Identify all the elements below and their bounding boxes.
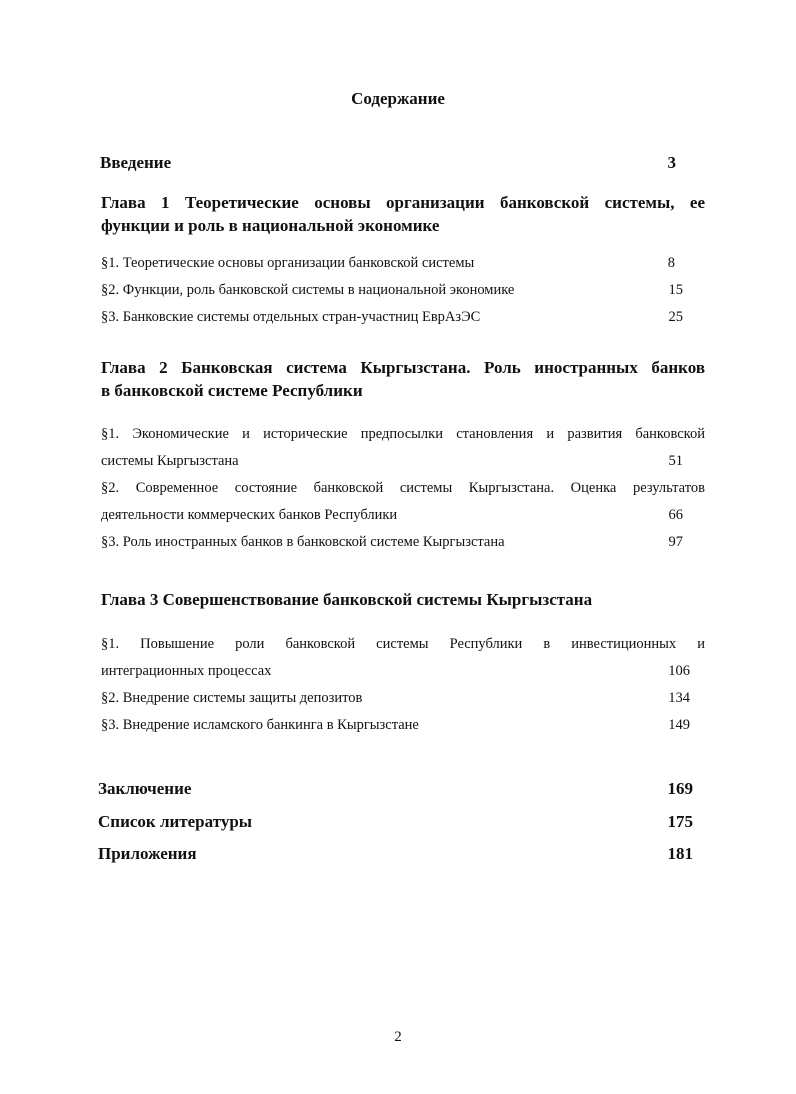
toc-section-line2: деятельности коммерческих банков Республики: [101, 507, 398, 523]
toc-intro-label: Введение: [100, 153, 172, 172]
toc-section-page: 66: [668, 507, 683, 523]
toc-section-text: §1. Теоретические основы организации банковской системы: [101, 255, 475, 271]
toc-section-page: 15: [668, 282, 683, 298]
chapter-1-title: [101, 191, 705, 237]
toc-section-text: §2. Функции, роль банковской системы в национальной экономике: [101, 282, 515, 298]
chapter-1-title-line1: Глава 1 Теоретические основы организации банковской системы, ее: [101, 193, 705, 212]
toc-conclusion-page: 169: [667, 779, 693, 798]
chapter-2-title-line1: Глава 2 Банковская система Кыргызстана. Роль иностранных банков: [101, 358, 705, 377]
toc-appendix-page: 181: [667, 844, 693, 863]
toc-conclusion-label: Заключение: [98, 779, 192, 798]
chapter-2-title-line2: в банковской системе Республики: [101, 381, 363, 400]
toc-section-page: 149: [668, 717, 690, 733]
toc-references-page: 175: [667, 812, 693, 831]
page-number: 2: [394, 1029, 402, 1045]
toc-intro-page: 3: [667, 153, 676, 172]
chapter-1-title-line2: функции и роль в национальной экономике: [101, 216, 440, 235]
toc-section-page: 134: [668, 690, 690, 706]
toc-section-text: §3. Роль иностранных банков в банковской системе Кыргызстана: [101, 534, 505, 550]
toc-section-line1: §1. Экономические и исторические предпосылки становления и развития банковской: [101, 426, 705, 442]
toc-section-page: 97: [668, 534, 683, 550]
toc-section-line1: §2. Современное состояние банковской системы Кыргызстана. Оценка результатов: [101, 480, 705, 496]
toc-section-line2: системы Кыргызстана: [101, 453, 239, 469]
chapter-3-title: Глава 3 Совершенствование банковской системы Кыргызстана: [101, 590, 593, 609]
toc-appendix-label: Приложения: [98, 844, 197, 863]
toc-section-text: §2. Внедрение системы защиты депозитов: [101, 690, 363, 706]
toc-section-text: §3. Внедрение исламского банкинга в Кыргызстане: [101, 717, 419, 733]
toc-section-line1: §1. Повышение роли банковской системы Республики в инвестиционных и: [101, 636, 705, 652]
page-title: Содержание: [351, 89, 445, 108]
toc-section-page: 51: [668, 453, 683, 469]
toc-section-page: 8: [667, 255, 675, 271]
toc-section-page: 25: [668, 309, 683, 325]
toc-section-line2: интеграционных процессах: [101, 663, 272, 679]
toc-section-text: §3. Банковские системы отдельных стран-участниц ЕврАзЭС: [101, 309, 481, 325]
toc-section-page: 106: [668, 663, 690, 679]
chapter-2-title: [101, 356, 705, 402]
toc-references-label: Список литературы: [98, 812, 253, 831]
